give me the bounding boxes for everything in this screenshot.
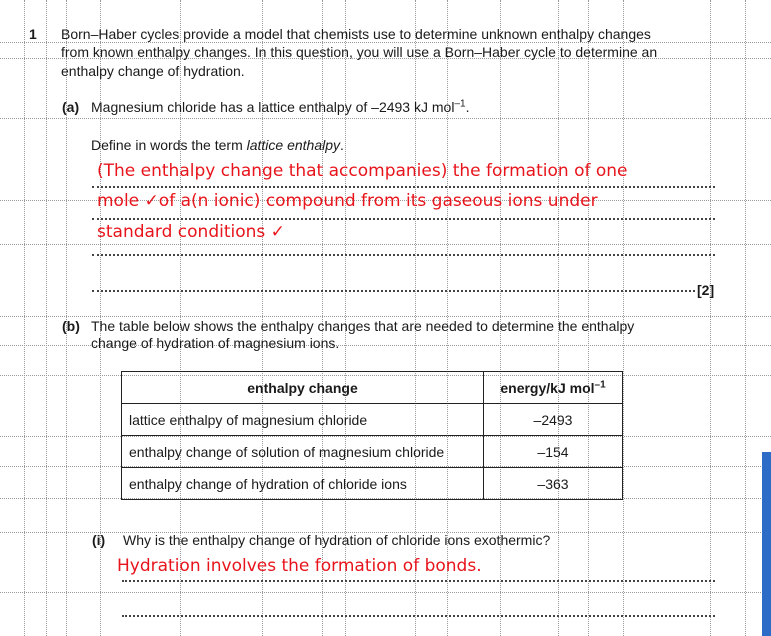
answer-rule [92,290,695,292]
part-a-statement-text: Magnesium chloride has a lattice enthalpy of –2493 kJ mol [91,99,455,115]
table-row [122,468,623,500]
part-a-statement [91,99,469,115]
question-number: 1 [29,26,37,42]
answer-rule [122,615,715,617]
answer-a-line-2: mole ✓of a(n ionic) compound from its gaseous ions under [97,191,598,211]
table-row [122,404,623,436]
table-header-change: enthalpy change [122,372,484,404]
intro-line-1: Born–Haber cycles provide a model that chemists use to determine unknown enthalpy changes [61,26,651,42]
answer-rule [92,218,715,220]
answer-rule [92,254,715,256]
part-a-label: (a) [62,99,80,115]
sub-i-question: Why is the enthalpy change of hydration of chloride ions exothermic? [123,532,551,548]
table-row [122,436,623,468]
enthalpy-table [121,371,623,500]
part-a-prompt [91,137,344,153]
intro-line-2: from known enthalpy changes. In this question, you will use a Born–Haber cycle to determine an [61,44,658,60]
table-header-energy-text: energy/kJ mol [500,379,595,396]
table-cell-energy: –2493 [484,404,623,436]
part-b-intro-line-2: change of hydration of magnesium ions. [91,335,340,351]
part-b-intro-line-1: The table below shows the enthalpy changes that are needed to determine the enthalpy [91,318,635,334]
table-header-energy-sup: –1 [594,378,606,390]
table-header-row [122,372,623,404]
answer-rule [122,580,715,582]
table-cell-energy: –363 [484,468,623,500]
part-a-statement-sup: –1 [454,98,466,110]
answer-a-line-1: (The enthalpy change that accompanies) the formation of one [97,161,628,181]
table-cell-energy: –154 [484,436,623,468]
table-header-energy [484,372,623,404]
part-a-prompt-pre: Define in words the term [91,137,247,153]
part-a-statement-end: . [465,99,470,115]
answer-b-i: Hydration involves the formation of bonds. [117,556,482,576]
part-b-label: (b) [62,318,80,334]
answer-rule [92,186,715,188]
answer-a-line-3: standard conditions ✓ [97,222,285,242]
sub-i-label: (i) [92,532,106,548]
intro-line-3: enthalpy change of hydration. [61,63,245,79]
window-edge-strip [762,452,771,636]
part-a-prompt-post: . [340,137,344,153]
table-cell-change: lattice enthalpy of magnesium chloride [122,404,484,436]
table-cell-change: enthalpy change of solution of magnesium chloride [122,436,484,468]
table-cell-change: enthalpy change of hydration of chloride ions [122,468,484,500]
marks-label: [2] [697,282,715,298]
part-a-prompt-term: lattice enthalpy [246,137,341,153]
